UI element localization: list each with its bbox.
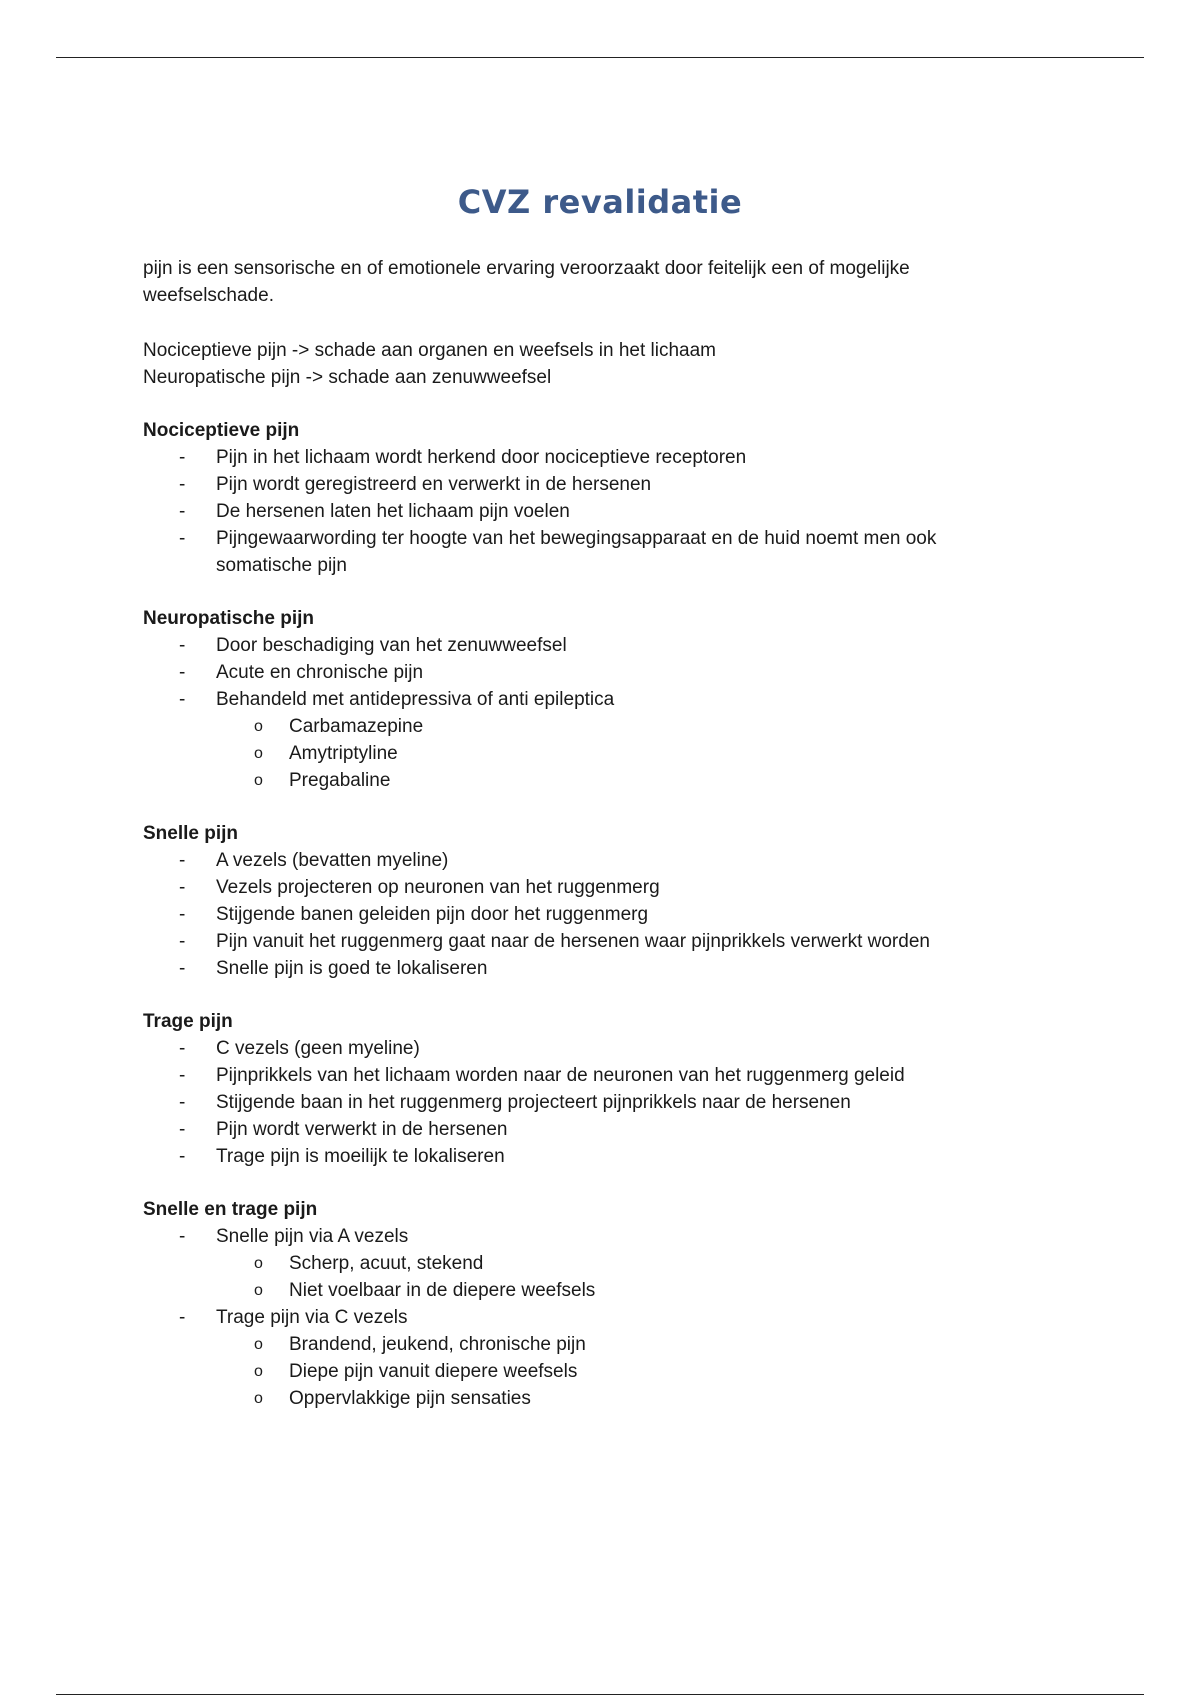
dash-bullet-icon: - bbox=[179, 877, 186, 898]
dash-bullet-icon: - bbox=[179, 689, 186, 710]
sub-list-item-text: Brandend, jeukend, chronische pijn bbox=[289, 1334, 586, 1355]
bullet-list bbox=[143, 847, 1023, 982]
list-item-text: Stijgende banen geleiden pijn door het ruggenmerg bbox=[216, 904, 649, 925]
dash-bullet-icon: - bbox=[179, 958, 186, 979]
document-body bbox=[143, 255, 1023, 1412]
dash-bullet-icon: - bbox=[179, 1307, 186, 1328]
sub-list-item-text: Pregabaline bbox=[289, 770, 391, 791]
list-item-text: A vezels (bevatten myeline) bbox=[216, 850, 449, 871]
dash-bullet-icon: - bbox=[179, 662, 186, 683]
list-item bbox=[179, 525, 1023, 579]
list-item bbox=[179, 874, 1023, 901]
circle-bullet-icon: o bbox=[254, 1390, 263, 1407]
dash-bullet-icon: - bbox=[179, 1119, 186, 1140]
sub-bullet-list bbox=[216, 1250, 1023, 1304]
list-item-text: Pijngewaarwording ter hoogte van het bewegingsapparaat en de huid noemt men ook somatische pijn bbox=[216, 528, 937, 576]
dash-bullet-icon: - bbox=[179, 447, 186, 468]
sub-list-item-text: Carbamazepine bbox=[289, 716, 424, 737]
list-item bbox=[179, 686, 1023, 794]
sub-list-item-text: Diepe pijn vanuit diepere weefsels bbox=[289, 1361, 578, 1382]
bullet-list bbox=[143, 1035, 1023, 1170]
list-item bbox=[179, 901, 1023, 928]
list-item-text: Pijnprikkels van het lichaam worden naar de neuronen van het ruggenmerg geleid bbox=[216, 1065, 905, 1086]
sub-list-item-text: Scherp, acuut, stekend bbox=[289, 1253, 484, 1274]
sub-list-item bbox=[254, 1277, 1023, 1304]
list-item-text: De hersenen laten het lichaam pijn voelen bbox=[216, 501, 570, 522]
list-item-text: Pijn wordt geregistreerd en verwerkt in de hersenen bbox=[216, 474, 652, 495]
list-item-text: Snelle pijn via A vezels bbox=[216, 1226, 409, 1247]
dash-bullet-icon: - bbox=[179, 1226, 186, 1247]
dash-bullet-icon: - bbox=[179, 931, 186, 952]
definition-neuropathic: Neuropatische pijn -> schade aan zenuwweefsel bbox=[143, 367, 552, 388]
list-item bbox=[179, 847, 1023, 874]
list-item-text: Behandeld met antidepressiva of anti epileptica bbox=[216, 689, 615, 710]
list-item-text: Pijn wordt verwerkt in de hersenen bbox=[216, 1119, 508, 1140]
header-rule bbox=[56, 57, 1144, 58]
intro-paragraph: pijn is een sensorische en of emotionele ervaring veroorzaakt door feitelijk een of mogelijke weefselschade. bbox=[143, 258, 910, 306]
definition-nociceptive: Nociceptieve pijn -> schade aan organen en weefsels in het lichaam bbox=[143, 340, 716, 361]
list-item-text: Door beschadiging van het zenuwweefsel bbox=[216, 635, 567, 656]
bullet-list bbox=[143, 632, 1023, 794]
bullet-list bbox=[143, 1223, 1023, 1412]
sub-list-item-text: Niet voelbaar in de diepere weefsels bbox=[289, 1280, 596, 1301]
dash-bullet-icon: - bbox=[179, 501, 186, 522]
dash-bullet-icon: - bbox=[179, 474, 186, 495]
dash-bullet-icon: - bbox=[179, 904, 186, 925]
circle-bullet-icon: o bbox=[254, 745, 263, 762]
list-item-text: Trage pijn via C vezels bbox=[216, 1307, 408, 1328]
circle-bullet-icon: o bbox=[254, 1363, 263, 1380]
bullet-list bbox=[143, 444, 1023, 579]
section-heading: Nociceptieve pijn bbox=[143, 420, 300, 441]
list-item bbox=[179, 471, 1023, 498]
sub-list-item bbox=[254, 1331, 1023, 1358]
circle-bullet-icon: o bbox=[254, 1255, 263, 1272]
list-item-text: Acute en chronische pijn bbox=[216, 662, 424, 683]
sub-list-item-text: Oppervlakkige pijn sensaties bbox=[289, 1388, 531, 1409]
list-item-text: Stijgende baan in het ruggenmerg projecteert pijnprikkels naar de hersenen bbox=[216, 1092, 851, 1113]
sub-list-item bbox=[254, 767, 1023, 794]
list-item bbox=[179, 632, 1023, 659]
sub-bullet-list bbox=[216, 713, 1023, 794]
list-item bbox=[179, 955, 1023, 982]
dash-bullet-icon: - bbox=[179, 1065, 186, 1086]
footer-rule bbox=[56, 1694, 1144, 1695]
list-item-text: Trage pijn is moeilijk te lokaliseren bbox=[216, 1146, 505, 1167]
circle-bullet-icon: o bbox=[254, 772, 263, 789]
document-title: CVZ revalidatie bbox=[457, 183, 743, 222]
sub-list-item bbox=[254, 1250, 1023, 1277]
dash-bullet-icon: - bbox=[179, 1038, 186, 1059]
list-item bbox=[179, 1089, 1023, 1116]
list-item bbox=[179, 1062, 1023, 1089]
sub-list-item bbox=[254, 1385, 1023, 1412]
list-item bbox=[179, 1304, 1023, 1412]
section-heading: Snelle pijn bbox=[143, 823, 239, 844]
list-item bbox=[179, 659, 1023, 686]
list-item bbox=[179, 444, 1023, 471]
list-item bbox=[179, 1035, 1023, 1062]
circle-bullet-icon: o bbox=[254, 1282, 263, 1299]
list-item-text: Vezels projecteren op neuronen van het ruggenmerg bbox=[216, 877, 660, 898]
dash-bullet-icon: - bbox=[179, 1092, 186, 1113]
dash-bullet-icon: - bbox=[179, 528, 186, 549]
dash-bullet-icon: - bbox=[179, 635, 186, 656]
section-heading: Neuropatische pijn bbox=[143, 608, 315, 629]
sub-list-item bbox=[254, 740, 1023, 767]
section-heading: Trage pijn bbox=[143, 1011, 233, 1032]
sub-list-item-text: Amytriptyline bbox=[289, 743, 398, 764]
list-item-text: Snelle pijn is goed te lokaliseren bbox=[216, 958, 488, 979]
sub-bullet-list bbox=[216, 1331, 1023, 1412]
sub-list-item bbox=[254, 1358, 1023, 1385]
list-item-text: C vezels (geen myeline) bbox=[216, 1038, 420, 1059]
list-item bbox=[179, 498, 1023, 525]
sections-container bbox=[143, 391, 1023, 1412]
dash-bullet-icon: - bbox=[179, 850, 186, 871]
sub-list-item bbox=[254, 713, 1023, 740]
list-item bbox=[179, 1223, 1023, 1304]
section-heading: Snelle en trage pijn bbox=[143, 1199, 318, 1220]
list-item bbox=[179, 1116, 1023, 1143]
list-item-text: Pijn in het lichaam wordt herkend door nociceptieve receptoren bbox=[216, 447, 747, 468]
circle-bullet-icon: o bbox=[254, 1336, 263, 1353]
list-item bbox=[179, 928, 1023, 955]
list-item bbox=[179, 1143, 1023, 1170]
circle-bullet-icon: o bbox=[254, 718, 263, 735]
dash-bullet-icon: - bbox=[179, 1146, 186, 1167]
list-item-text: Pijn vanuit het ruggenmerg gaat naar de hersenen waar pijnprikkels verwerkt worden bbox=[216, 931, 930, 952]
